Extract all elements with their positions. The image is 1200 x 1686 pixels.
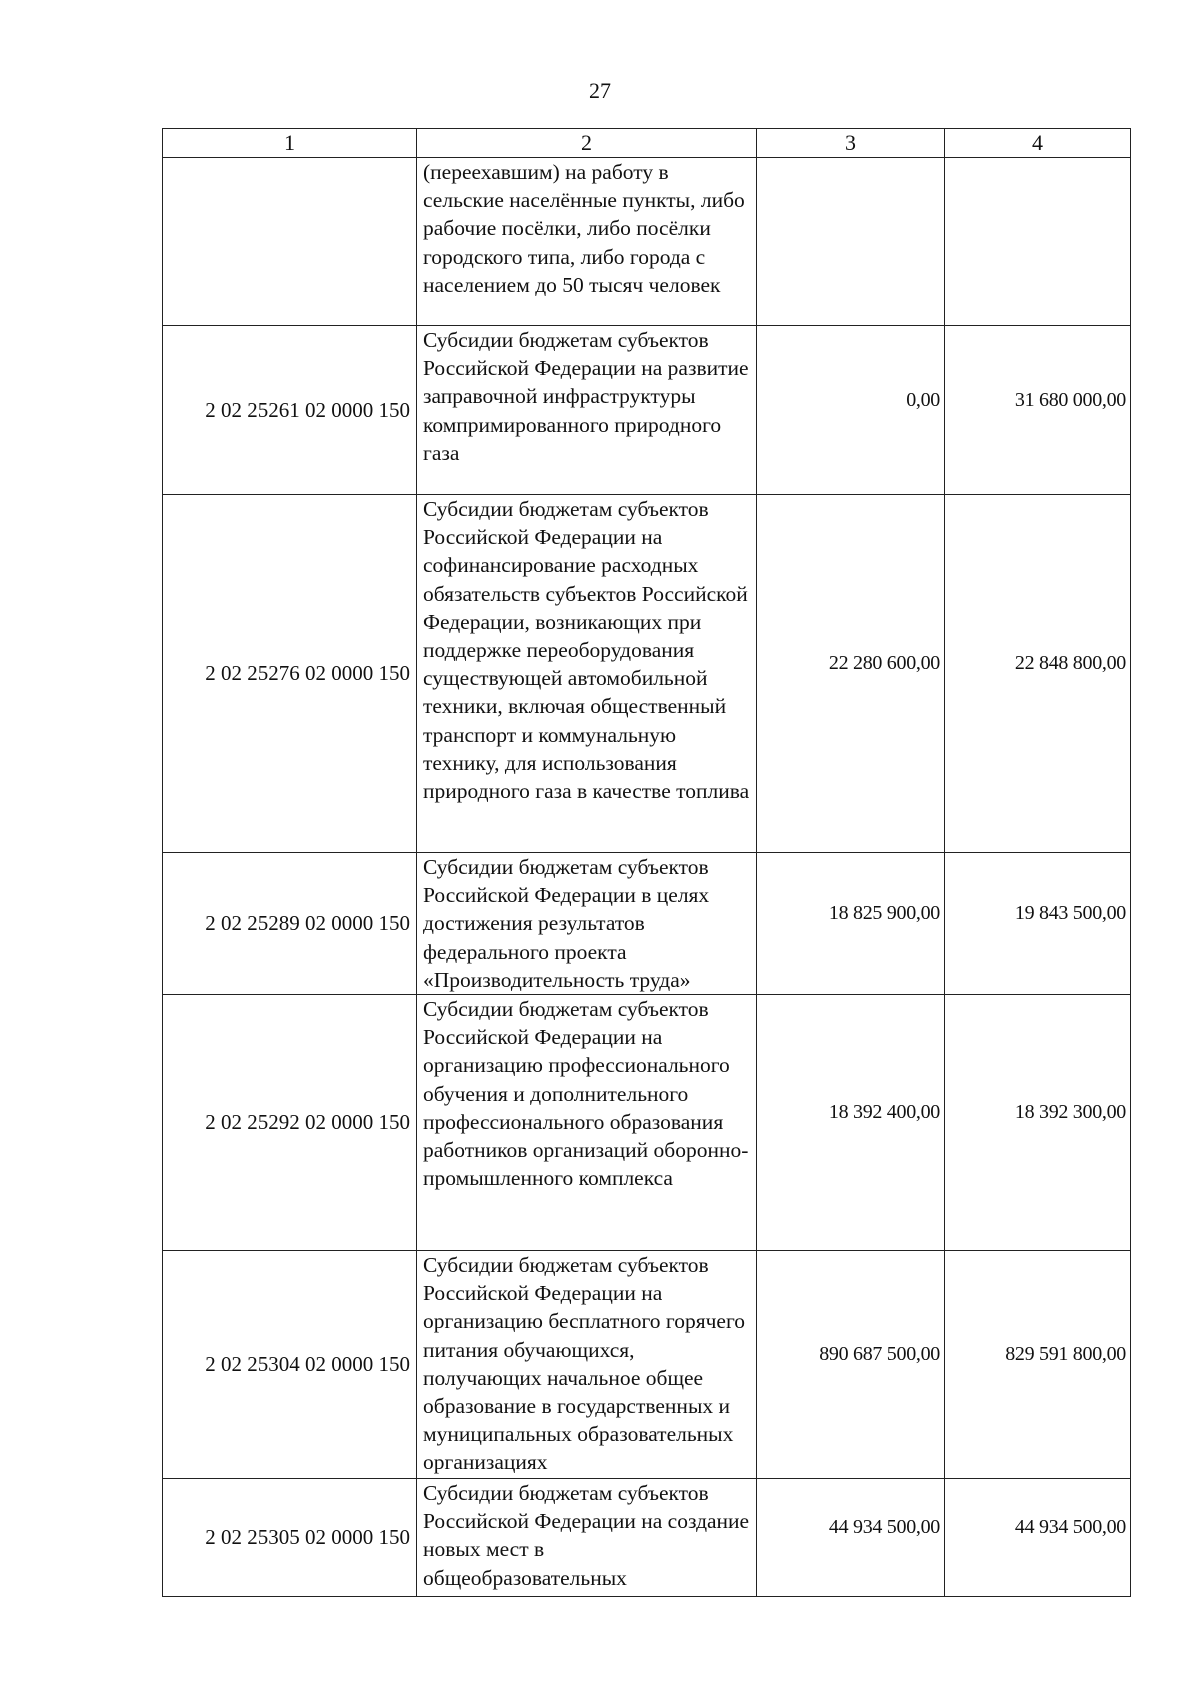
amount-col3-value: 18 825 900,00 (828, 902, 940, 924)
amount-col3-value: 22 280 600,00 (828, 652, 940, 674)
amount-col3-value: 890 687 500,00 (819, 1343, 940, 1366)
amount-col4 (945, 158, 1131, 326)
amount-col4-value: 829 591 800,00 (1005, 1343, 1126, 1366)
amount-col3-value: 0,00 (906, 388, 940, 411)
amount-col4 (945, 1479, 1131, 1597)
column-header-3: 3 (757, 129, 945, 158)
budget-code (163, 158, 417, 326)
budget-item-name: Субсидии бюджетам субъектов Российской Федерации на организацию бесплатного горячего питания обучающихся, получающих начальное общее образование в государственных и муниципальных образовательных организациях (417, 1251, 757, 1479)
amount-col3-value: 18 392 400,00 (828, 1101, 940, 1124)
budget-code: 2 02 25305 02 0000 150 (163, 1479, 417, 1597)
table-row (163, 495, 1131, 853)
budget-code: 2 02 25276 02 0000 150 (163, 495, 417, 853)
amount-col3 (757, 1479, 945, 1597)
table-row (163, 326, 1131, 495)
amount-col4-value: 31 680 000,00 (1014, 388, 1126, 411)
amount-col3-value: 44 934 500,00 (828, 1516, 940, 1539)
page-number: 27 (589, 78, 611, 103)
amount-col4 (945, 853, 1131, 995)
table-row (163, 853, 1131, 995)
column-header-1: 1 (163, 129, 417, 158)
table-header-row (163, 129, 1131, 158)
budget-item-name: Субсидии бюджетам субъектов Российской Федерации в целях достижения результатов федерального проекта «Производительность труда» (417, 853, 757, 995)
table-row (163, 1479, 1131, 1597)
budget-code: 2 02 25304 02 0000 150 (163, 1251, 417, 1479)
table-row (163, 158, 1131, 326)
amount-col3 (757, 1251, 945, 1479)
column-header-2: 2 (417, 129, 757, 158)
amount-col4-value: 44 934 500,00 (1014, 1516, 1126, 1539)
amount-col4-value: 18 392 300,00 (1014, 1101, 1126, 1124)
budget-table (162, 128, 1131, 1597)
amount-col4-value: 19 843 500,00 (1014, 902, 1126, 924)
budget-item-name: Субсидии бюджетам субъектов Российской Федерации на развитие заправочной инфраструктуры компримированного природного газа (417, 326, 757, 495)
budget-code: 2 02 25261 02 0000 150 (163, 326, 417, 495)
budget-code: 2 02 25292 02 0000 150 (163, 995, 417, 1251)
budget-item-name: Субсидии бюджетам субъектов Российской Федерации на организацию профессионального обучения и дополнительного профессионального образования работников организаций оборонно-промышленного комплекса (417, 995, 757, 1251)
amount-col3 (757, 853, 945, 995)
budget-code: 2 02 25289 02 0000 150 (163, 853, 417, 995)
table-row (163, 1251, 1131, 1479)
amount-col4 (945, 995, 1131, 1251)
amount-col4-value: 22 848 800,00 (1014, 652, 1126, 674)
table-row (163, 995, 1131, 1251)
amount-col3 (757, 995, 945, 1251)
amount-col4 (945, 326, 1131, 495)
amount-col3 (757, 326, 945, 495)
amount-col4 (945, 1251, 1131, 1479)
budget-item-name: (переехавшим) на работу в сельские населённые пункты, либо рабочие посёлки, либо посёлки городского типа, либо города с населением до 50 тысяч человек (417, 158, 757, 326)
amount-col3 (757, 158, 945, 326)
amount-col4 (945, 495, 1131, 853)
budget-item-name: Субсидии бюджетам субъектов Российской Федерации на софинансирование расходных обязательств субъектов Российской Федерации, возникающих при поддержке переоборудования существующей автомобильной техники, включая общественный транспорт и коммунальную технику, для использования природного газа в качестве топлива (417, 495, 757, 853)
amount-col3 (757, 495, 945, 853)
column-header-4: 4 (945, 129, 1131, 158)
budget-item-name: Субсидии бюджетам субъектов Российской Федерации на создание новых мест в общеобразовательных (417, 1479, 757, 1597)
